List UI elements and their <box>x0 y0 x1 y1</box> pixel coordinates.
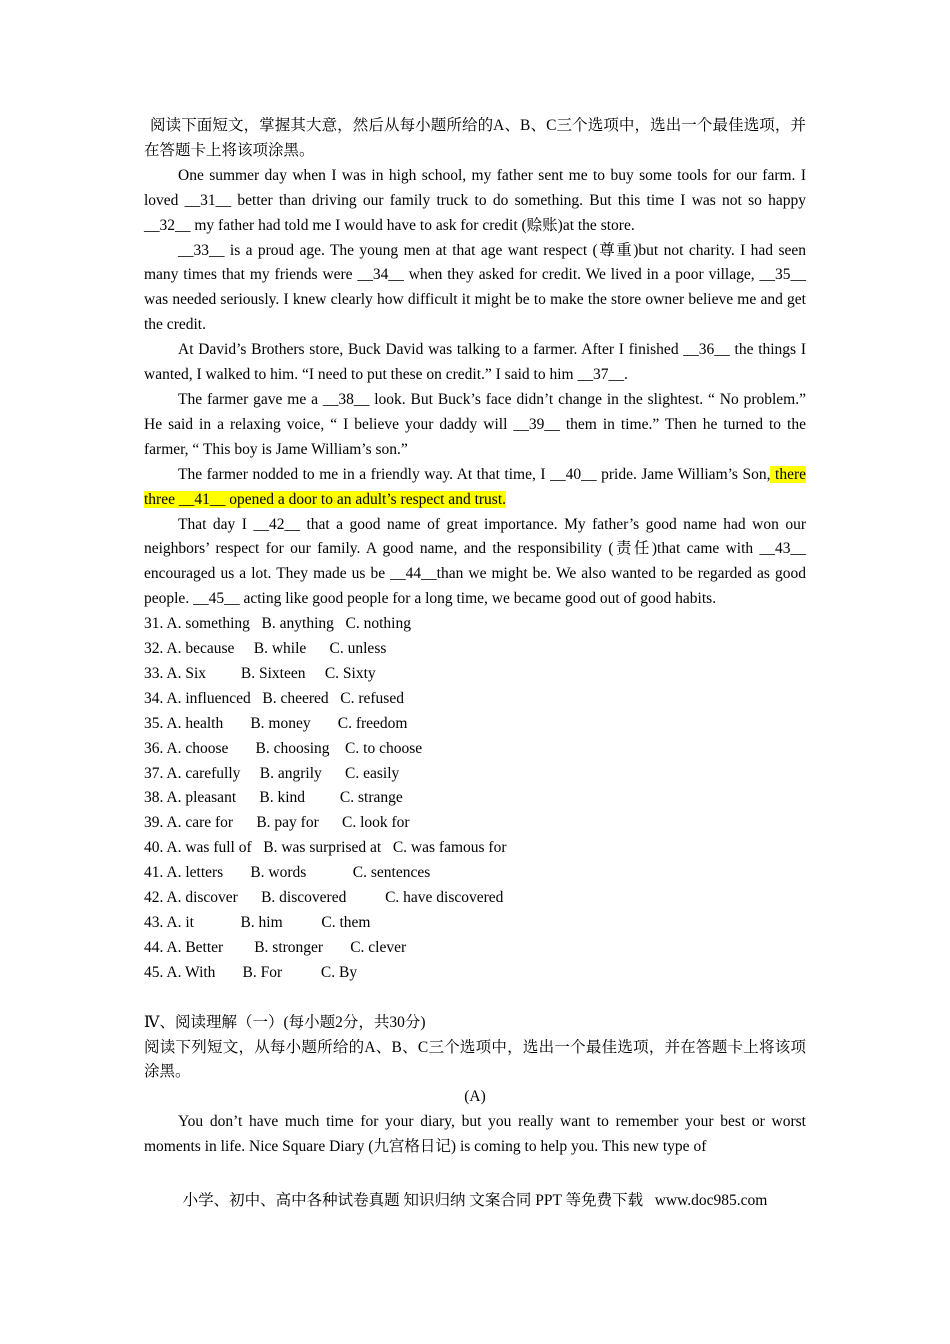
option-line: 42. A. discover B. discovered C. have discovered <box>144 889 504 907</box>
section-4-heading: Ⅳ、阅读理解（一）(每小题2分，共30分) <box>144 1013 426 1031</box>
option-line: 43. A. it B. him C. them <box>144 914 371 931</box>
document-page <box>144 114 806 1160</box>
passage-paragraph-2: __33__ is a proud age. The young men at that age want respect (尊重)but not charity. I had seen many times that my friends were __34__ when they asked for credit. We lived in a poor village, __35__ was needed seriously. I knew clearly how difficult it might be to make the store owner believe me and get the credit. <box>144 241 806 334</box>
option-line: 44. A. Better B. stronger C. clever <box>144 938 407 956</box>
option-line: 34. A. influenced B. cheered C. refused <box>144 689 404 707</box>
option-line: 38. A. pleasant B. kind C. strange <box>144 789 403 807</box>
spacer <box>144 986 806 1011</box>
option-line: 35. A. health B. money C. freedom <box>144 714 408 732</box>
option-line: 33. A. Six B. Sixteen C. Sixty <box>144 664 376 682</box>
page-footer: 小学、初中、高中各种试卷真题 知识归纳 文案合同 PPT 等免费下载 www.doc985.com <box>182 1192 768 1209</box>
answer-options <box>144 612 806 986</box>
highlighted-sentence: there three __41__ opened a door to an adult’s respect and trust. <box>144 465 806 508</box>
option-line: 37. A. carefully B. angrily C. easily <box>144 764 400 782</box>
option-line: 36. A. choose B. choosing C. to choose <box>144 739 423 757</box>
passage-label: (A) <box>464 1088 486 1106</box>
passage-paragraph-4: The farmer gave me a __38__ look. But Buck’s face didn’t change in the slightest. “ No problem.” He said in a relaxing voice, “ I believe your daddy will __39__ them in time.” Then he turned to the farmer, “ This boy is Jame William’s son.” <box>144 390 806 458</box>
option-line: 31. A. something B. anything C. nothing <box>144 615 411 633</box>
paragraph-5-text: The farmer nodded to me in a friendly way. At that time, I __40__ pride. Jame William’s Son, <box>178 465 771 483</box>
passage-paragraph-3: At David’s Brothers store, Buck David was talking to a farmer. After I finished __36__ the things I wanted, I walked to him. “I need to put these on credit.” I said to him __37__. <box>144 341 806 384</box>
section-4-instructions: 阅读下列短文，从每小题所给的A、B、C三个选项中，选出一个最佳选项，并在答题卡上将该项涂黑。 <box>144 1038 806 1081</box>
reading-paragraph-1: You don’t have much time for your diary, but you really want to remember your best or worst moments in life. Nice Square Diary (九宫格日记) is coming to help you. This new type of <box>144 1113 806 1156</box>
option-line: 32. A. because B. while C. unless <box>144 640 387 658</box>
option-line: 45. A. With B. For C. By <box>144 963 358 981</box>
option-line: 40. A. was full of B. was surprised at C. was famous for <box>144 839 507 857</box>
option-line: 41. A. letters B. words C. sentences <box>144 864 431 882</box>
passage-paragraph-1: One summer day when I was in high school, my father sent me to buy some tools for our farm. I loved __31__ better than driving our family truck to do something. But this time I was not so happy __32__ my father had told me I would have to ask for credit (赊账)at the store. <box>144 166 806 234</box>
passage-paragraph-5 <box>144 463 806 513</box>
cloze-instructions: 阅读下面短文，掌握其大意，然后从每小题所给的A、B、C三个选项中，选出一个最佳选项，并在答题卡上将该项涂黑。 <box>144 117 806 159</box>
option-line: 39. A. care for B. pay for C. look for <box>144 814 410 832</box>
passage-paragraph-6: That day I __42__ that a good name of great importance. My father’s good name had won our neighbors’ respect for our family. A good name, and the responsibility (责任)that came with __43__ encouraged us a lot. They made us be __44__than we might be. We also wanted to be regarded as good people. __45__ acting like good people for a long time, we became good out of good habits. <box>144 515 806 608</box>
